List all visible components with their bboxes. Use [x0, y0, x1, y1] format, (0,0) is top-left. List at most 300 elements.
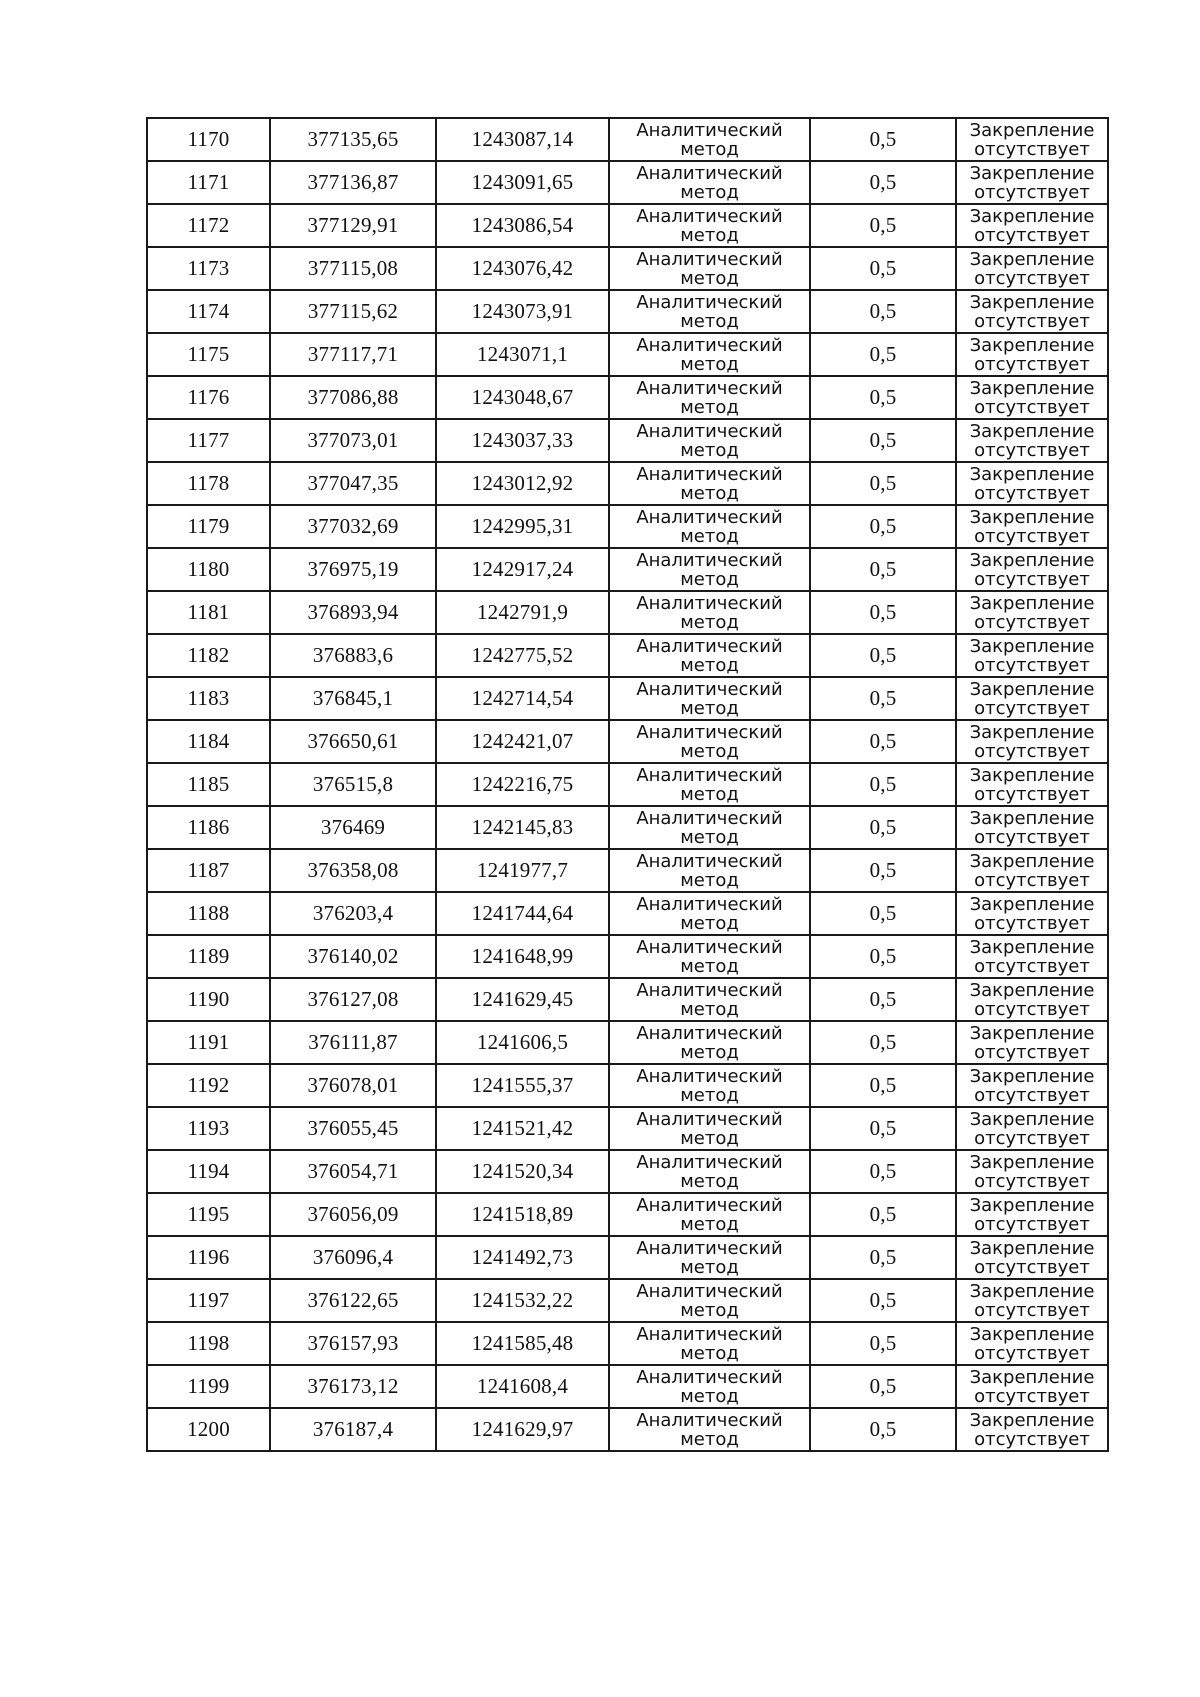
method-cell-line: Аналитический	[636, 377, 783, 399]
fixing-cell-line: Закрепление	[969, 1151, 1095, 1173]
method-cell-line: метод	[680, 310, 739, 332]
method-cell	[609, 978, 810, 1021]
table-row	[147, 935, 1108, 978]
table-row	[147, 161, 1108, 204]
x-coordinate-cell: 376056,09	[270, 1193, 436, 1236]
y-coordinate-cell: 1241648,99	[436, 935, 609, 978]
method-cell	[609, 849, 810, 892]
table-row	[147, 634, 1108, 677]
method-cell-line: метод	[680, 1213, 739, 1235]
y-coordinate-cell: 1243076,42	[436, 247, 609, 290]
fixing-cell-line: Закрепление	[969, 119, 1095, 141]
fixing-cell	[956, 1021, 1108, 1064]
precision-cell: 0,5	[810, 763, 956, 806]
method-cell	[609, 1021, 810, 1064]
fixing-cell-line: Закрепление	[969, 1366, 1095, 1388]
point-number-cell: 1198	[147, 1322, 270, 1365]
fixing-cell	[956, 333, 1108, 376]
x-coordinate-cell: 377117,71	[270, 333, 436, 376]
fixing-cell-line: отсутствует	[974, 697, 1090, 719]
method-cell	[609, 462, 810, 505]
fixing-cell	[956, 505, 1108, 548]
method-cell-line: Аналитический	[636, 936, 783, 958]
fixing-cell-line: Закрепление	[969, 420, 1095, 442]
method-cell-line: Аналитический	[636, 1237, 783, 1259]
precision-cell: 0,5	[810, 1236, 956, 1279]
method-cell	[609, 720, 810, 763]
method-cell-line: Аналитический	[636, 506, 783, 528]
table-row	[147, 1408, 1108, 1451]
method-cell-line: Аналитический	[636, 291, 783, 313]
method-cell-line: метод	[680, 998, 739, 1020]
table-row	[147, 419, 1108, 462]
table-body	[147, 118, 1108, 1451]
x-coordinate-cell: 376203,4	[270, 892, 436, 935]
y-coordinate-cell: 1243087,14	[436, 118, 609, 161]
fixing-cell-line: Закрепление	[969, 334, 1095, 356]
point-number-cell: 1190	[147, 978, 270, 1021]
method-cell-line: метод	[680, 1385, 739, 1407]
method-cell-line: Аналитический	[636, 592, 783, 614]
method-cell-line: Аналитический	[636, 463, 783, 485]
method-cell-line: метод	[680, 525, 739, 547]
fixing-cell-line: Закрепление	[969, 850, 1095, 872]
x-coordinate-cell: 377115,62	[270, 290, 436, 333]
method-cell-line: метод	[680, 138, 739, 160]
method-cell-line: Аналитический	[636, 1022, 783, 1044]
fixing-cell-line: отсутствует	[974, 1428, 1090, 1450]
precision-cell: 0,5	[810, 849, 956, 892]
precision-cell: 0,5	[810, 118, 956, 161]
table-row	[147, 505, 1108, 548]
coordinates-table	[146, 117, 1109, 1452]
fixing-cell-line: отсутствует	[974, 826, 1090, 848]
method-cell-line: Аналитический	[636, 678, 783, 700]
method-cell-line: метод	[680, 826, 739, 848]
precision-cell: 0,5	[810, 892, 956, 935]
precision-cell: 0,5	[810, 376, 956, 419]
method-cell-line: Аналитический	[636, 248, 783, 270]
method-cell-line: метод	[680, 353, 739, 375]
precision-cell: 0,5	[810, 419, 956, 462]
y-coordinate-cell: 1242775,52	[436, 634, 609, 677]
method-cell	[609, 1365, 810, 1408]
point-number-cell: 1192	[147, 1064, 270, 1107]
fixing-cell-line: отсутствует	[974, 482, 1090, 504]
fixing-cell	[956, 978, 1108, 1021]
table-row	[147, 1107, 1108, 1150]
precision-cell: 0,5	[810, 204, 956, 247]
fixing-cell	[956, 1150, 1108, 1193]
fixing-cell-line: Закрепление	[969, 463, 1095, 485]
point-number-cell: 1178	[147, 462, 270, 505]
method-cell-line: метод	[680, 783, 739, 805]
fixing-cell	[956, 720, 1108, 763]
precision-cell: 0,5	[810, 505, 956, 548]
method-cell-line: Аналитический	[636, 420, 783, 442]
table-row	[147, 204, 1108, 247]
method-cell-line: Аналитический	[636, 1151, 783, 1173]
method-cell-line: Аналитический	[636, 1280, 783, 1302]
fixing-cell-line: отсутствует	[974, 1256, 1090, 1278]
method-cell	[609, 419, 810, 462]
method-cell	[609, 892, 810, 935]
table-row	[147, 548, 1108, 591]
point-number-cell: 1186	[147, 806, 270, 849]
precision-cell: 0,5	[810, 333, 956, 376]
fixing-cell-line: Закрепление	[969, 1065, 1095, 1087]
fixing-cell-line: отсутствует	[974, 1385, 1090, 1407]
x-coordinate-cell: 376096,4	[270, 1236, 436, 1279]
fixing-cell	[956, 1064, 1108, 1107]
method-cell	[609, 1236, 810, 1279]
method-cell	[609, 1107, 810, 1150]
precision-cell: 0,5	[810, 290, 956, 333]
fixing-cell	[956, 1322, 1108, 1365]
fixing-cell-line: Закрепление	[969, 248, 1095, 270]
point-number-cell: 1171	[147, 161, 270, 204]
method-cell	[609, 1322, 810, 1365]
method-cell-line: Аналитический	[636, 162, 783, 184]
x-coordinate-cell: 377032,69	[270, 505, 436, 548]
method-cell-line: Аналитический	[636, 1366, 783, 1388]
method-cell	[609, 634, 810, 677]
point-number-cell: 1193	[147, 1107, 270, 1150]
y-coordinate-cell: 1242421,07	[436, 720, 609, 763]
fixing-cell	[956, 462, 1108, 505]
fixing-cell-line: Закрепление	[969, 1194, 1095, 1216]
fixing-cell	[956, 634, 1108, 677]
y-coordinate-cell: 1241608,4	[436, 1365, 609, 1408]
x-coordinate-cell: 376515,8	[270, 763, 436, 806]
fixing-cell-line: Закрепление	[969, 764, 1095, 786]
precision-cell: 0,5	[810, 1408, 956, 1451]
point-number-cell: 1182	[147, 634, 270, 677]
method-cell	[609, 118, 810, 161]
table-row	[147, 1322, 1108, 1365]
method-cell	[609, 806, 810, 849]
fixing-cell-line: Закрепление	[969, 162, 1095, 184]
method-cell	[609, 548, 810, 591]
method-cell-line: метод	[680, 654, 739, 676]
x-coordinate-cell: 376893,94	[270, 591, 436, 634]
precision-cell: 0,5	[810, 806, 956, 849]
x-coordinate-cell: 377135,65	[270, 118, 436, 161]
method-cell-line: метод	[680, 697, 739, 719]
point-number-cell: 1184	[147, 720, 270, 763]
fixing-cell-line: отсутствует	[974, 353, 1090, 375]
x-coordinate-cell: 376469	[270, 806, 436, 849]
method-cell	[609, 1408, 810, 1451]
point-number-cell: 1187	[147, 849, 270, 892]
method-cell	[609, 161, 810, 204]
method-cell-line: метод	[680, 1299, 739, 1321]
y-coordinate-cell: 1241744,64	[436, 892, 609, 935]
method-cell	[609, 333, 810, 376]
method-cell-line: Аналитический	[636, 721, 783, 743]
precision-cell: 0,5	[810, 1279, 956, 1322]
table-row	[147, 806, 1108, 849]
x-coordinate-cell: 376111,87	[270, 1021, 436, 1064]
precision-cell: 0,5	[810, 1107, 956, 1150]
fixing-cell	[956, 1365, 1108, 1408]
fixing-cell-line: отсутствует	[974, 396, 1090, 418]
x-coordinate-cell: 376173,12	[270, 1365, 436, 1408]
method-cell	[609, 763, 810, 806]
method-cell-line: Аналитический	[636, 119, 783, 141]
x-coordinate-cell: 376187,4	[270, 1408, 436, 1451]
y-coordinate-cell: 1243091,65	[436, 161, 609, 204]
fixing-cell	[956, 763, 1108, 806]
fixing-cell-line: отсутствует	[974, 912, 1090, 934]
table-row	[147, 1150, 1108, 1193]
fixing-cell-line: отсутствует	[974, 568, 1090, 590]
point-number-cell: 1177	[147, 419, 270, 462]
precision-cell: 0,5	[810, 247, 956, 290]
y-coordinate-cell: 1241492,73	[436, 1236, 609, 1279]
point-number-cell: 1199	[147, 1365, 270, 1408]
fixing-cell	[956, 1193, 1108, 1236]
fixing-cell-line: отсутствует	[974, 955, 1090, 977]
point-number-cell: 1188	[147, 892, 270, 935]
point-number-cell: 1200	[147, 1408, 270, 1451]
x-coordinate-cell: 376157,93	[270, 1322, 436, 1365]
fixing-cell	[956, 806, 1108, 849]
x-coordinate-cell: 376358,08	[270, 849, 436, 892]
point-number-cell: 1174	[147, 290, 270, 333]
method-cell-line: метод	[680, 224, 739, 246]
x-coordinate-cell: 376054,71	[270, 1150, 436, 1193]
y-coordinate-cell: 1241629,45	[436, 978, 609, 1021]
y-coordinate-cell: 1241520,34	[436, 1150, 609, 1193]
table-row	[147, 333, 1108, 376]
fixing-cell	[956, 1408, 1108, 1451]
y-coordinate-cell: 1242917,24	[436, 548, 609, 591]
fixing-cell-line: отсутствует	[974, 1170, 1090, 1192]
fixing-cell-line: отсутствует	[974, 267, 1090, 289]
fixing-cell-line: отсутствует	[974, 1127, 1090, 1149]
method-cell-line: метод	[680, 740, 739, 762]
fixing-cell	[956, 591, 1108, 634]
point-number-cell: 1170	[147, 118, 270, 161]
precision-cell: 0,5	[810, 1365, 956, 1408]
y-coordinate-cell: 1243086,54	[436, 204, 609, 247]
point-number-cell: 1172	[147, 204, 270, 247]
table-row	[147, 892, 1108, 935]
method-cell-line: метод	[680, 1041, 739, 1063]
method-cell	[609, 1193, 810, 1236]
table-row	[147, 376, 1108, 419]
y-coordinate-cell: 1241629,97	[436, 1408, 609, 1451]
method-cell-line: Аналитический	[636, 635, 783, 657]
fixing-cell	[956, 1107, 1108, 1150]
fixing-cell-line: Закрепление	[969, 678, 1095, 700]
table-row	[147, 118, 1108, 161]
method-cell-line: Аналитический	[636, 205, 783, 227]
x-coordinate-cell: 376845,1	[270, 677, 436, 720]
method-cell-line: Аналитический	[636, 979, 783, 1001]
point-number-cell: 1191	[147, 1021, 270, 1064]
x-coordinate-cell: 377073,01	[270, 419, 436, 462]
method-cell-line: метод	[680, 568, 739, 590]
precision-cell: 0,5	[810, 161, 956, 204]
method-cell	[609, 290, 810, 333]
fixing-cell-line: отсутствует	[974, 439, 1090, 461]
fixing-cell-line: Закрепление	[969, 1409, 1095, 1431]
method-cell-line: метод	[680, 955, 739, 977]
x-coordinate-cell: 377136,87	[270, 161, 436, 204]
method-cell-line: Аналитический	[636, 893, 783, 915]
point-number-cell: 1183	[147, 677, 270, 720]
method-cell-line: метод	[680, 396, 739, 418]
method-cell-line: Аналитический	[636, 334, 783, 356]
fixing-cell-line: отсутствует	[974, 611, 1090, 633]
y-coordinate-cell: 1242791,9	[436, 591, 609, 634]
method-cell	[609, 204, 810, 247]
x-coordinate-cell: 376127,08	[270, 978, 436, 1021]
fixing-cell-line: отсутствует	[974, 654, 1090, 676]
y-coordinate-cell: 1243073,91	[436, 290, 609, 333]
fixing-cell-line: Закрепление	[969, 549, 1095, 571]
y-coordinate-cell: 1243037,33	[436, 419, 609, 462]
fixing-cell	[956, 419, 1108, 462]
method-cell-line: Аналитический	[636, 1323, 783, 1345]
method-cell-line: метод	[680, 1127, 739, 1149]
fixing-cell-line: Закрепление	[969, 1237, 1095, 1259]
method-cell	[609, 1150, 810, 1193]
fixing-cell-line: Закрепление	[969, 1280, 1095, 1302]
method-cell	[609, 505, 810, 548]
method-cell-line: метод	[680, 1256, 739, 1278]
point-number-cell: 1180	[147, 548, 270, 591]
method-cell-line: Аналитический	[636, 850, 783, 872]
fixing-cell-line: отсутствует	[974, 998, 1090, 1020]
table-row	[147, 1021, 1108, 1064]
table-row	[147, 1064, 1108, 1107]
point-number-cell: 1176	[147, 376, 270, 419]
y-coordinate-cell: 1241585,48	[436, 1322, 609, 1365]
x-coordinate-cell: 377047,35	[270, 462, 436, 505]
method-cell	[609, 1279, 810, 1322]
x-coordinate-cell: 377115,08	[270, 247, 436, 290]
fixing-cell-line: отсутствует	[974, 1213, 1090, 1235]
method-cell	[609, 247, 810, 290]
precision-cell: 0,5	[810, 1193, 956, 1236]
fixing-cell-line: Закрепление	[969, 721, 1095, 743]
fixing-cell-line: Закрепление	[969, 1108, 1095, 1130]
fixing-cell	[956, 892, 1108, 935]
table-row	[147, 247, 1108, 290]
method-cell-line: Аналитический	[636, 1194, 783, 1216]
y-coordinate-cell: 1242145,83	[436, 806, 609, 849]
table-row	[147, 462, 1108, 505]
table-row	[147, 720, 1108, 763]
fixing-cell	[956, 118, 1108, 161]
method-cell-line: метод	[680, 611, 739, 633]
method-cell-line: метод	[680, 869, 739, 891]
precision-cell: 0,5	[810, 677, 956, 720]
method-cell	[609, 677, 810, 720]
point-number-cell: 1185	[147, 763, 270, 806]
point-number-cell: 1197	[147, 1279, 270, 1322]
fixing-cell-line: Закрепление	[969, 936, 1095, 958]
x-coordinate-cell: 377086,88	[270, 376, 436, 419]
precision-cell: 0,5	[810, 1021, 956, 1064]
precision-cell: 0,5	[810, 1150, 956, 1193]
method-cell-line: метод	[680, 912, 739, 934]
y-coordinate-cell: 1243048,67	[436, 376, 609, 419]
fixing-cell-line: отсутствует	[974, 1299, 1090, 1321]
method-cell	[609, 935, 810, 978]
precision-cell: 0,5	[810, 720, 956, 763]
x-coordinate-cell: 376078,01	[270, 1064, 436, 1107]
fixing-cell-line: отсутствует	[974, 224, 1090, 246]
y-coordinate-cell: 1242714,54	[436, 677, 609, 720]
table-row	[147, 1279, 1108, 1322]
fixing-cell	[956, 677, 1108, 720]
precision-cell: 0,5	[810, 1064, 956, 1107]
fixing-cell-line: отсутствует	[974, 310, 1090, 332]
x-coordinate-cell: 376122,65	[270, 1279, 436, 1322]
fixing-cell-line: Закрепление	[969, 1323, 1095, 1345]
fixing-cell-line: Закрепление	[969, 635, 1095, 657]
method-cell	[609, 1064, 810, 1107]
table-row	[147, 1236, 1108, 1279]
method-cell-line: метод	[680, 1342, 739, 1364]
x-coordinate-cell: 376055,45	[270, 1107, 436, 1150]
fixing-cell-line: Закрепление	[969, 592, 1095, 614]
y-coordinate-cell: 1241518,89	[436, 1193, 609, 1236]
table-row	[147, 849, 1108, 892]
precision-cell: 0,5	[810, 1322, 956, 1365]
table-row	[147, 978, 1108, 1021]
fixing-cell	[956, 935, 1108, 978]
method-cell-line: метод	[680, 1428, 739, 1450]
y-coordinate-cell: 1241555,37	[436, 1064, 609, 1107]
fixing-cell-line: Закрепление	[969, 807, 1095, 829]
fixing-cell-line: Закрепление	[969, 377, 1095, 399]
method-cell-line: Аналитический	[636, 549, 783, 571]
x-coordinate-cell: 376140,02	[270, 935, 436, 978]
fixing-cell	[956, 204, 1108, 247]
y-coordinate-cell: 1241521,42	[436, 1107, 609, 1150]
point-number-cell: 1196	[147, 1236, 270, 1279]
y-coordinate-cell: 1242216,75	[436, 763, 609, 806]
x-coordinate-cell: 377129,91	[270, 204, 436, 247]
point-number-cell: 1194	[147, 1150, 270, 1193]
method-cell-line: метод	[680, 181, 739, 203]
method-cell	[609, 376, 810, 419]
table-row	[147, 677, 1108, 720]
precision-cell: 0,5	[810, 935, 956, 978]
y-coordinate-cell: 1241606,5	[436, 1021, 609, 1064]
y-coordinate-cell: 1242995,31	[436, 505, 609, 548]
point-number-cell: 1181	[147, 591, 270, 634]
table-row	[147, 591, 1108, 634]
precision-cell: 0,5	[810, 591, 956, 634]
precision-cell: 0,5	[810, 634, 956, 677]
fixing-cell	[956, 849, 1108, 892]
y-coordinate-cell: 1243071,1	[436, 333, 609, 376]
method-cell	[609, 591, 810, 634]
x-coordinate-cell: 376650,61	[270, 720, 436, 763]
method-cell-line: Аналитический	[636, 1409, 783, 1431]
point-number-cell: 1195	[147, 1193, 270, 1236]
method-cell-line: метод	[680, 267, 739, 289]
method-cell-line: Аналитический	[636, 1065, 783, 1087]
fixing-cell-line: Закрепление	[969, 205, 1095, 227]
method-cell-line: метод	[680, 482, 739, 504]
